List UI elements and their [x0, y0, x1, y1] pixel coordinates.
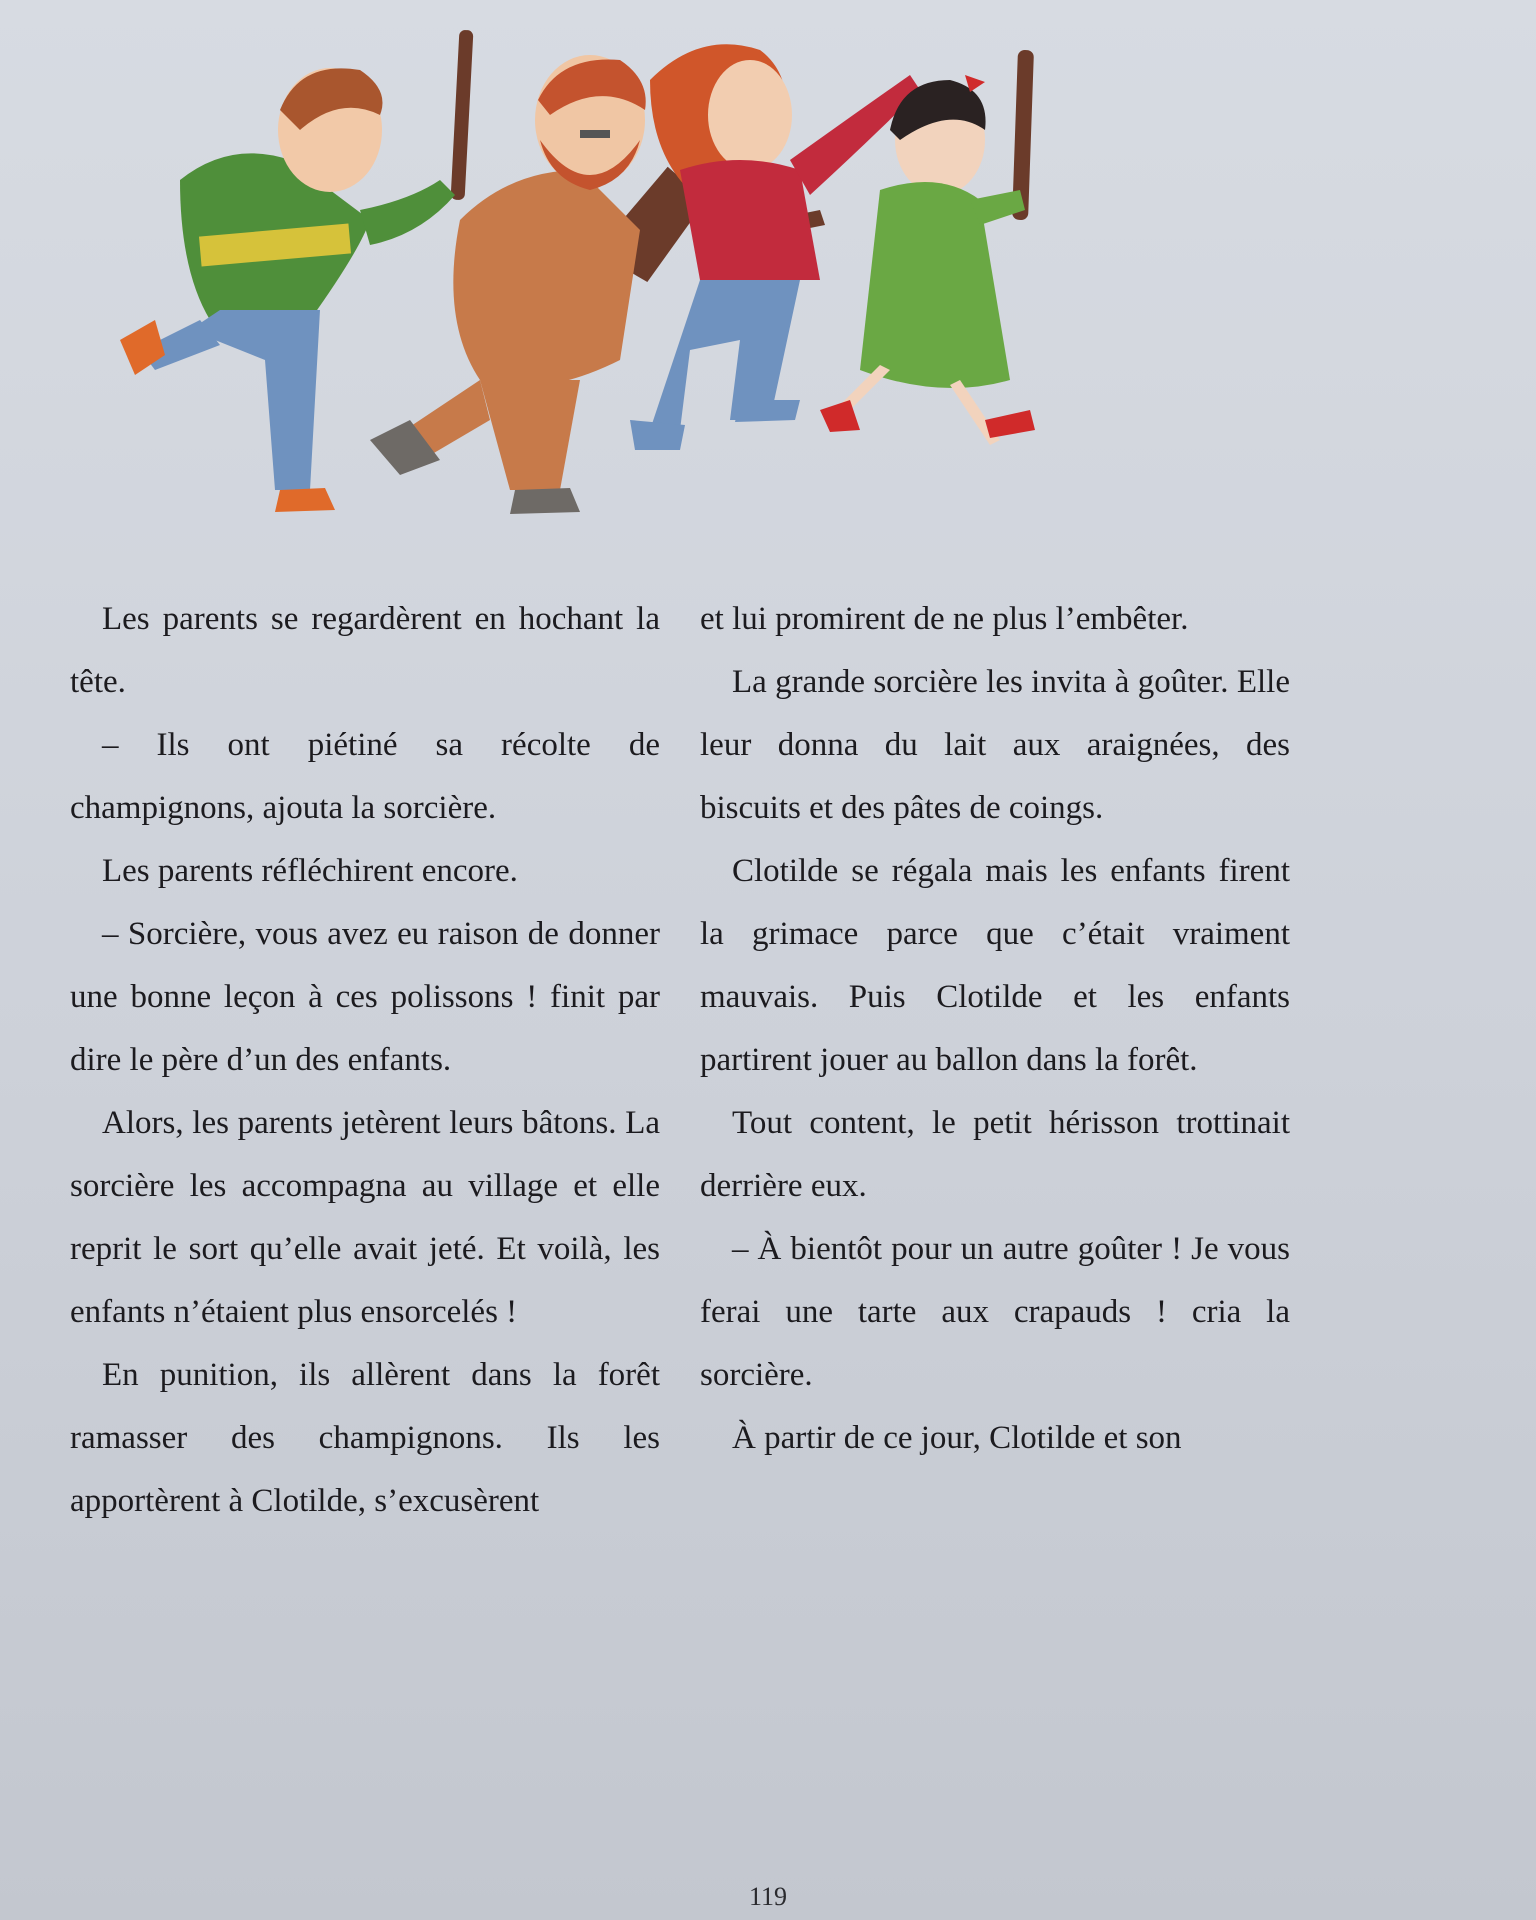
paragraph: Les parents réfléchirent encore. — [102, 853, 518, 889]
paragraph: Tout content, le petit hérisson trottinait derrière eux. — [700, 1105, 1290, 1204]
paragraph: – Ils ont piétiné sa récolte de champignons, ajouta la sorcière. — [70, 727, 660, 826]
paragraph: Clotilde se régala mais les enfants firent la grimace parce que c’était vraiment mauvais. Puis Clotilde et les enfants partirent jouer au ballon dans la forêt. — [700, 853, 1290, 1078]
running-villagers-illustration — [60, 20, 1280, 560]
page-number: 119 — [748, 1882, 788, 1911]
paragraph: À partir de ce jour, Clotilde et son — [732, 1420, 1182, 1456]
paragraph: La grande sorcière les invita à goûter. Elle leur donna du lait aux araignées, des biscuits et des pâtes de coings. — [700, 664, 1290, 826]
paragraph: Alors, les parents jetèrent leurs bâtons. La sorcière les accompagna au village et elle reprit le sort qu’elle avait jeté. Et voilà, les enfants n’étaient plus ensorcelés ! — [70, 1105, 660, 1330]
paragraph: Les parents se regardèrent en hochant la tête. — [70, 601, 660, 700]
paragraph: – À bientôt pour un autre goûter ! Je vous ferai une tarte aux crapauds ! cria la sorcière. — [700, 1231, 1290, 1393]
girl-figure — [820, 50, 1035, 445]
left-text-column — [70, 588, 660, 1533]
paragraph-continuation: et lui promirent de ne plus l’embêter. — [700, 601, 1189, 637]
paragraph: – Sorcière, vous avez eu raison de donner une bonne leçon à ces polissons ! finit par dire le père d’un des enfants. — [70, 916, 660, 1078]
paragraph: En punition, ils allèrent dans la forêt ramasser des champignons. Ils les apportèrent à Clotilde, s’excusèrent — [70, 1357, 660, 1519]
right-text-column — [700, 588, 1290, 1470]
